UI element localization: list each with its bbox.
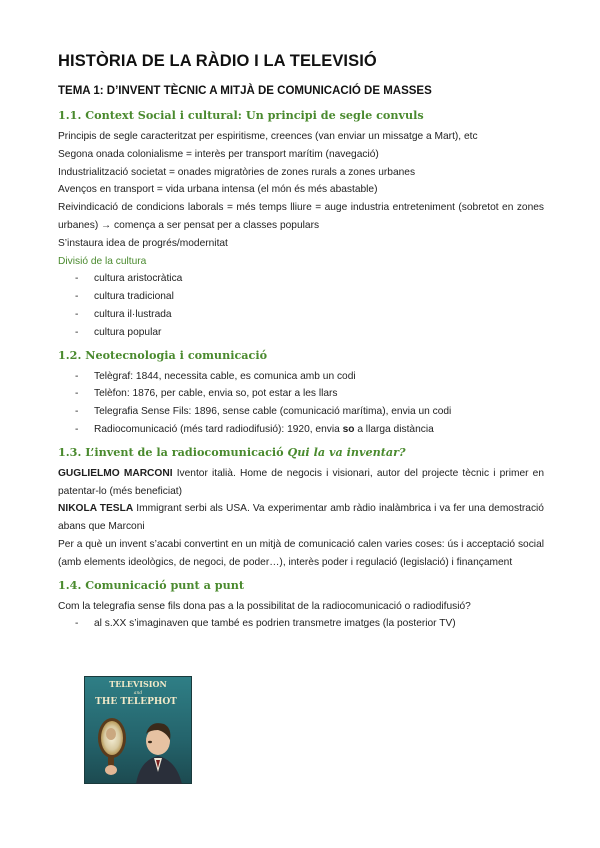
list-item: - cultura il·lustrada: [75, 308, 172, 320]
s4-list: [58, 615, 544, 633]
section-3-heading: 1.3. L’invent de la radiocomunicació Qui la va inventar?: [58, 444, 406, 459]
section-2-heading: 1.2. Neotecnologia i comunicació: [58, 347, 268, 362]
s1-line: S’instaura idea de progrés/modernitat: [58, 237, 228, 249]
svg-text:THE TELEPHOT: THE TELEPHOT: [95, 697, 177, 707]
list-item: - Telèfon: 1876, per cable, envia so, pot estar a les llars: [75, 388, 338, 400]
invent-paragraph: Per a què un invent s’acabi convertint en un mitjà de comunicació calen varies coses: ús i acceptació social (amb elements ideològics, de negoci, de poder…), interès poder i regulació (legislació) i finançament: [58, 538, 544, 568]
tesla-paragraph: NIKOLA TESLA Immigrant serbi als USA. Va experimentar amb ràdio inalàmbrica i va fer una demostració abans que Marconi: [58, 503, 544, 533]
s1-line: Principis de segle caracteritzat per espiritisme, creences (van enviar un missatge a Mart), etc: [58, 131, 478, 142]
s4-line: Com la telegrafia sense fils dona pas a la possibilitat de la radiocomunicació o radiodifusió?: [58, 600, 471, 612]
telephot-poster-image: [84, 676, 192, 784]
list-item: - cultura popular: [75, 326, 162, 338]
section-4-heading: 1.4. Comunicació punt a punt: [58, 577, 245, 592]
list-item: - Radiocomunicació (més tard radiodifusió): 1920, envia so a llarga distància: [75, 423, 434, 435]
document-page: [58, 52, 544, 633]
svg-text:and: and: [133, 691, 143, 696]
list-item: - cultura aristocràtica: [75, 273, 183, 285]
marconi-paragraph: GUGLIELMO MARCONI Iventor italià. Home de negocis i visionari, autor del projecte tècnic i primer en patentar-lo (més beneficiat): [58, 467, 544, 497]
list-item: - cultura tradicional: [75, 291, 174, 303]
s1-line: Segona onada colonialisme = interès per transport marítim (navegació): [58, 148, 379, 160]
culture-list: [58, 270, 544, 341]
s1-line: Avenços en transport = vida urbana intensa (el món és més abastable): [58, 184, 378, 196]
section-1-heading: 1.1. Context Social i cultural: Un principi de segle convuls: [58, 108, 424, 122]
tema-heading: TEMA 1: D’INVENT TÈCNIC A MITJÀ DE COMUNICACIÓ DE MASSES: [58, 85, 432, 97]
culture-subheading: Divisió de la cultura: [58, 255, 147, 267]
list-item: - Telegrafia Sense Fils: 1896, sense cable (comunicació marítima), envia un codi: [75, 406, 452, 418]
tech-list: [58, 368, 544, 439]
list-item: - al s.XX s’imaginaven que també es podrien transmetre imatges (la posterior TV): [75, 618, 456, 630]
document-title: HISTÒRIA DE LA RÀDIO I LA TELEVISIÓ: [58, 52, 377, 70]
s1-line: Industrialització societat = onades migratòries de zones rurals a zones urbanes: [58, 166, 416, 178]
s1-line: Reivindicació de condicions laborals = més temps lliure = auge industria entreteniment (sobretot en zones urbanes) → comença a ser pensat per a classes populars: [58, 202, 544, 231]
list-item: - Telègraf: 1844, necessita cable, es comunica amb un codi: [75, 370, 356, 382]
svg-text:TELEVISION: TELEVISION: [109, 679, 167, 689]
